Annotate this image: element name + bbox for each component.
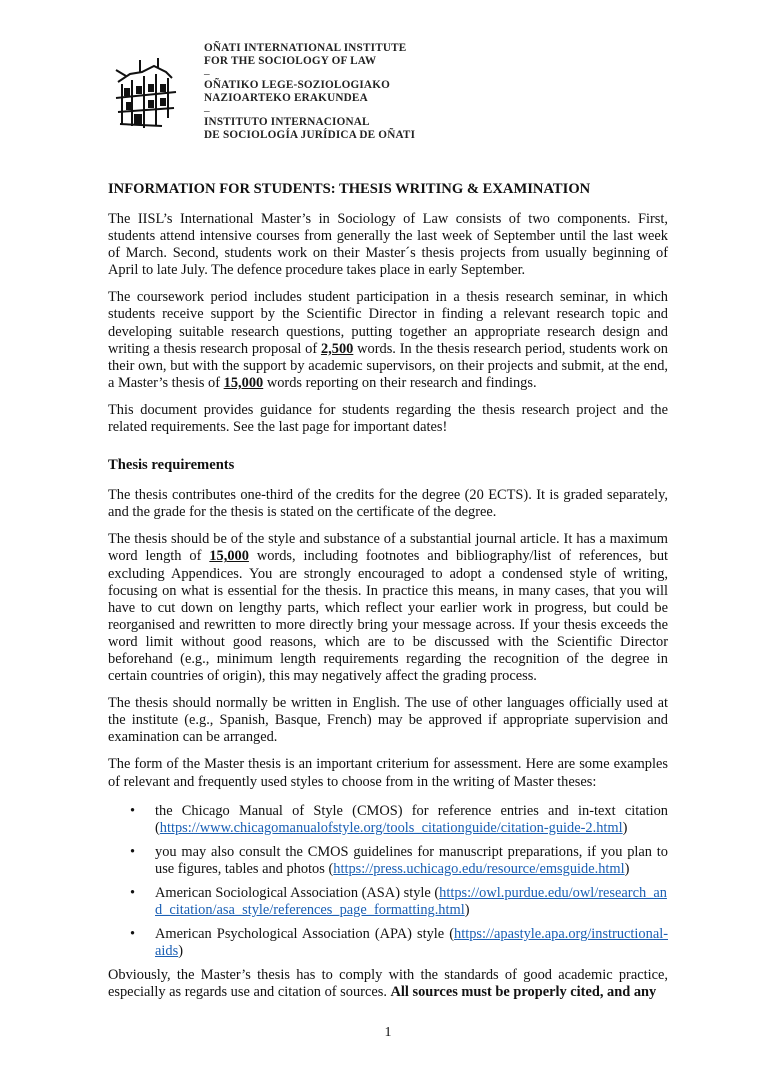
text: words. In the thesis research period, students work on their own, but with the support by academic supervisors, on their projects and submit, at the end, a Master’s thesis of bbox=[108, 340, 668, 391]
paren: ) bbox=[622, 819, 628, 836]
paren: ) bbox=[464, 902, 470, 919]
proposal-word-count: 2,500 bbox=[320, 340, 354, 357]
name-basque-1: OÑATIKO LEGE-SOZIOLOGIAKO bbox=[204, 78, 391, 91]
paragraph-intro: The IISL’s International Master’s in Sociology of Law consists of two components. First, students attend intensive courses from generally the last week of September until the last week of March. Second, students work on their Master´s thesis projects from usually beginning of April to late July. The defence procedure takes place in early September. bbox=[108, 211, 668, 279]
paragraph-coursework bbox=[108, 289, 668, 392]
paragraph-credits: The thesis contributes one-third of the credits for the degree (20 ECTS). It is graded separately, and the grade for the thesis is stated on the certificate of the degree. bbox=[108, 487, 668, 521]
document-body bbox=[108, 181, 668, 1071]
item-text: the Chicago Manual of Style (CMOS) for reference entries and in-text citation ( bbox=[155, 802, 668, 836]
list-item bbox=[108, 803, 668, 837]
paren: ) bbox=[624, 860, 630, 877]
item-text: American Psychological Association (APA) style ( bbox=[155, 926, 455, 943]
paragraph-guidance: This document provides guidance for students regarding the thesis research project and the related requirements. See the last page for important dates! bbox=[108, 401, 668, 436]
text: Obviously, the Master’s thesis has to comply with the standards of good academic practice, especially as regards use and citation of sources. bbox=[108, 967, 668, 1001]
bullet-icon: • bbox=[130, 802, 136, 819]
text: words reporting on their research and findings. bbox=[263, 374, 537, 391]
paragraph-form: The form of the Master thesis is an important criterium for assessment. Here are some examples of relevant and frequently used styles to choose from in the writing of Master theses: bbox=[108, 756, 668, 790]
paragraph-style bbox=[108, 531, 668, 685]
thesis-word-count: 15,000 bbox=[223, 374, 264, 391]
asa-link[interactable]: https://owl.purdue.edu/owl/research_and_citation/asa_style/references_page_formatting.html bbox=[155, 885, 667, 919]
cmos-link[interactable]: https://www.chicagomanualofstyle.org/tools_citationguide/citation-guide-2.html bbox=[159, 819, 623, 836]
name-spanish-2: DE SOCIOLOGÍA JURÍDICA DE OÑATI bbox=[204, 129, 416, 142]
bullet-icon: • bbox=[130, 926, 136, 943]
bullet-icon: • bbox=[130, 885, 136, 901]
list-item bbox=[108, 844, 668, 878]
name-english-1: OÑATI INTERNATIONAL INSTITUTE bbox=[204, 42, 407, 54]
name-english-2: FOR THE SOCIOLOGY OF LAW bbox=[204, 55, 377, 68]
bold-text: All sources must be properly cited, and any bbox=[390, 984, 657, 1001]
list-item bbox=[108, 885, 668, 919]
cmos-manuscript-link[interactable]: https://press.uchicago.edu/resource/emsguide.html bbox=[333, 860, 625, 877]
item-text: you may also consult the CMOS guidelines for manuscript preparations, if you plan to use figures, tables and photos ( bbox=[155, 843, 668, 877]
page-number: 1 bbox=[384, 1024, 392, 1040]
text: The thesis should be of the style and substance of a substantial journal article. It has a maximum word length of bbox=[108, 531, 668, 565]
name-spanish-1: INSTITUTO INTERNACIONAL bbox=[204, 115, 370, 128]
institute-name-header bbox=[204, 42, 415, 142]
name-basque-2: NAZIOARTEKO ERAKUNDEA bbox=[204, 92, 368, 105]
paren: ) bbox=[178, 943, 183, 960]
list-item bbox=[108, 926, 668, 960]
separator: – bbox=[204, 67, 210, 80]
item-text: American Sociological Association (ASA) style ( bbox=[155, 885, 440, 901]
text: The coursework period includes student participation in a thesis research seminar, in which students receive support by the Scientific Director in finding a relevant research topic and developing suitable research questions, putting together an appropriate research design and writing a thesis research proposal of bbox=[108, 289, 668, 357]
paragraph-language: The thesis should normally be written in English. The use of other languages officially used at the institute (e.g., Spanish, Basque, French) may be approved if appropriate supervision and examination can be arranged. bbox=[108, 695, 668, 746]
institute-logo bbox=[112, 58, 182, 130]
separator: – bbox=[204, 104, 210, 117]
bullet-icon: • bbox=[130, 843, 136, 860]
document-title: INFORMATION FOR STUDENTS: THESIS WRITING & EXAMINATION bbox=[108, 181, 591, 197]
paragraph-academic-practice bbox=[108, 967, 668, 1001]
text: words, including footnotes and bibliography/list of references, but excluding Appendices. You are strongly encouraged to adopt a condensed style of writing, focusing on what is essential for the thesis. In practice this means, in many cases, that you will have to cut down on lengthy parts, which reflect your earlier work in progress, but could be reorganised and rewritten to more directly bring your message across. If your thesis exceeds the word limit without good reasons, which are to be discussed with the Scientific Director beforehand (e.g., minimum length requirements regarding the recognition of the degree in certain countries of origin), this may negatively affect the grading process. bbox=[108, 548, 669, 685]
citation-style-list bbox=[108, 803, 668, 961]
section-heading: Thesis requirements bbox=[108, 457, 235, 474]
max-word-count: 15,000 bbox=[209, 548, 249, 565]
apa-link[interactable]: https://apastyle.apa.org/instructional-aids bbox=[155, 926, 668, 960]
